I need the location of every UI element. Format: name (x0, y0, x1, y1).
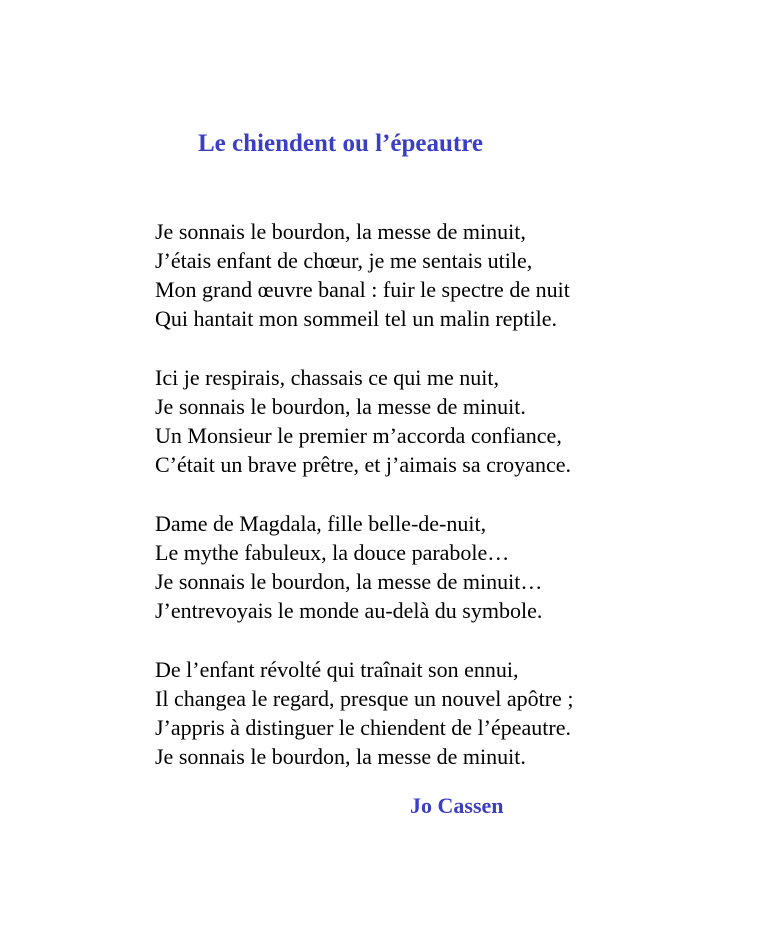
poem-line: Un Monsieur le premier m’accorda confiance, (155, 423, 562, 448)
stanza-3 (155, 509, 573, 625)
poem-line: Le mythe fabuleux, la douce parabole… (155, 540, 510, 565)
poem-line: Je sonnais le bourdon, la messe de minuit. (155, 744, 526, 769)
poem-line: Je sonnais le bourdon, la messe de minuit. (155, 394, 526, 419)
poem-line: Je sonnais le bourdon, la messe de minuit, (155, 219, 526, 244)
poem-line: J’entrevoyais le monde au-delà du symbole. (155, 598, 543, 623)
poem-line: Dame de Magdala, fille belle-de-nuit, (155, 511, 487, 536)
poem-line: Ici je respirais, chassais ce qui me nuit, (155, 365, 499, 390)
stanza-1 (155, 217, 573, 333)
poem-body (155, 217, 573, 771)
poem-line: J’étais enfant de chœur, je me sentais utile, (155, 248, 533, 273)
poem-author: Jo Cassen (410, 793, 504, 818)
poem-line: Je sonnais le bourdon, la messe de minuit… (155, 569, 543, 594)
poem-line: J’appris à distinguer le chiendent de l’épeautre. (155, 715, 572, 740)
poem-line: De l’enfant révolté qui traînait son ennui, (155, 657, 519, 682)
poem-line: C’était un brave prêtre, et j’aimais sa croyance. (155, 452, 571, 477)
poem-title: Le chiendent ou l’épeautre (198, 130, 483, 157)
stanza-4 (155, 655, 573, 771)
poem-line: Mon grand œuvre banal : fuir le spectre de nuit (155, 277, 570, 302)
stanza-2 (155, 363, 573, 479)
poem-line: Il changea le regard, presque un nouvel apôtre ; (155, 686, 574, 711)
poem-line: Qui hantait mon sommeil tel un malin reptile. (155, 306, 558, 331)
